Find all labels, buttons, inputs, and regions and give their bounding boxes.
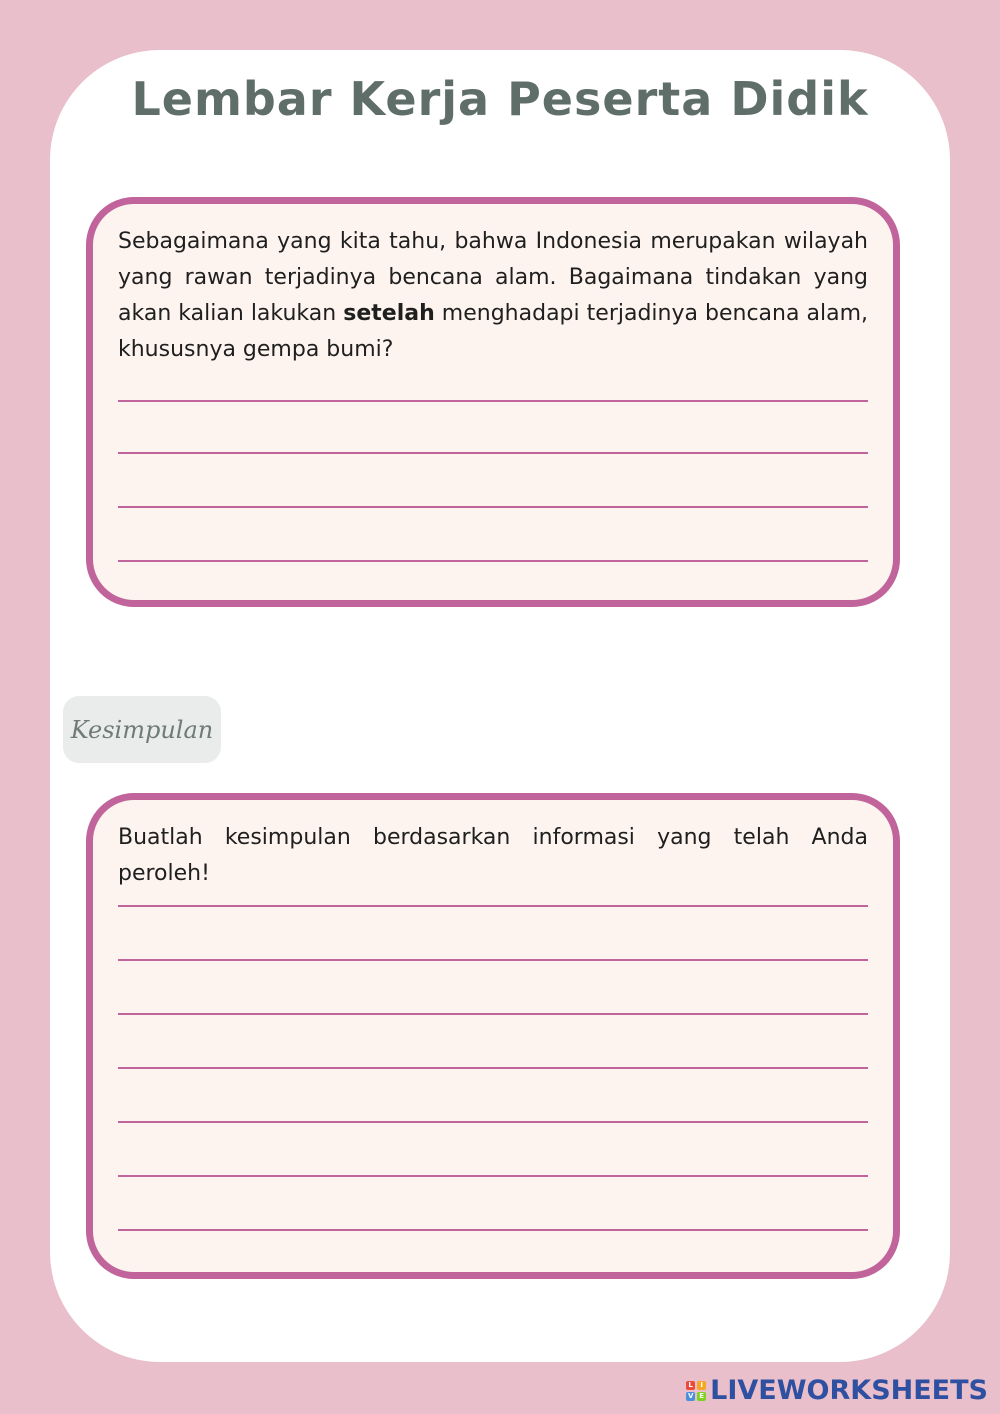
liveworksheets-logo-icon [686, 1381, 706, 1401]
question-1-text [118, 224, 868, 368]
answer-line[interactable] [118, 1175, 868, 1177]
answer-line[interactable] [118, 560, 868, 562]
question-box-1 [86, 197, 900, 607]
question-1-text-after: menghadapi terjadinya bencana alam, khususnya gempa bumi? [118, 301, 869, 362]
logo-cell: E [697, 1392, 706, 1401]
answer-line[interactable] [118, 452, 868, 454]
question-2-text: Buatlah kesimpulan berdasarkan informasi yang telah Anda peroleh! [118, 825, 868, 886]
answer-line[interactable] [118, 905, 868, 907]
answer-line[interactable] [118, 1067, 868, 1069]
logo-cell: L [686, 1381, 695, 1390]
answer-line[interactable] [118, 400, 868, 402]
watermark-brand-text: LIVEWORKSHEETS [710, 1375, 988, 1406]
section-label-kesimpulan: Kesimpulan [63, 696, 221, 763]
logo-cell: V [687, 1391, 694, 1400]
question-1-emphasis: setelah [343, 301, 435, 326]
answer-line[interactable] [118, 1229, 868, 1231]
liveworksheets-watermark[interactable] [686, 1375, 988, 1406]
question-box-2 [86, 793, 900, 1279]
answer-line[interactable] [118, 1013, 868, 1015]
answer-line[interactable] [118, 1121, 868, 1123]
question-1-text-before: Sebagaimana yang kita tahu, bahwa Indonesia merupakan wilayah yang rawan terjadinya bencana alam. Bagaimana tindakan yang akan kalian lakukan [118, 229, 868, 326]
logo-cell: I [697, 1381, 706, 1390]
worksheet-title: Lembar Kerja Peserta Didik [131, 72, 869, 126]
answer-line[interactable] [118, 959, 868, 961]
answer-line[interactable] [118, 506, 868, 508]
